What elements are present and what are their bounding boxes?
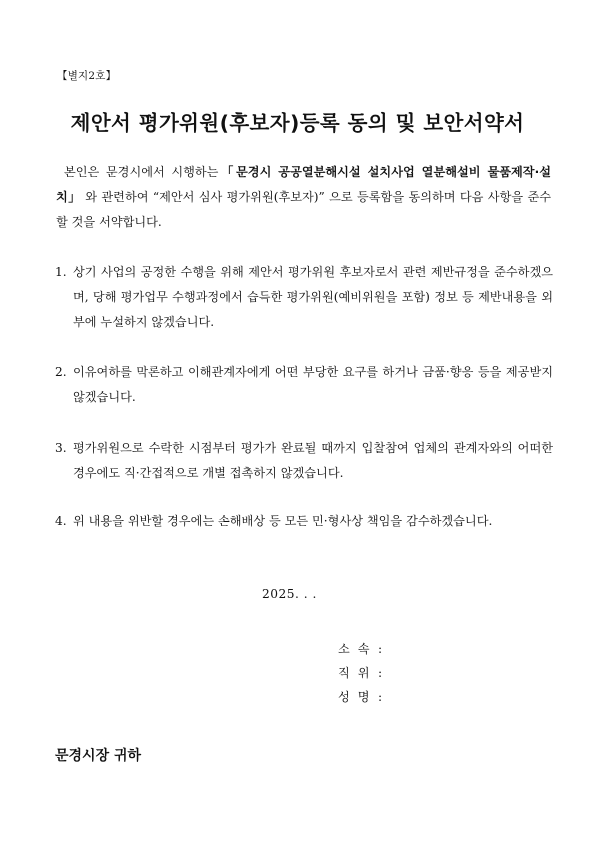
form-number: 【별지2호】 [57, 70, 117, 82]
clause-number: 4. [55, 514, 67, 528]
intro-prefix: 본인은 문경시에서 시행하는 [64, 165, 219, 179]
clause-item [55, 509, 553, 534]
intro-paragraph [56, 160, 551, 235]
clause-text: 이유여하를 막론하고 이해관계자에게 어떤 부당한 요구를 하거나 금품·향응 등을 제공받지 않겠습니다. [73, 365, 553, 404]
intro-suffix: 와 관련하여 “제안서 심사 평가위원(후보자)” 으로 등록함을 동의하며 다음 사항을 준수할 것을 서약합니다. [56, 190, 552, 229]
signing-date: 2025. . . [262, 587, 317, 601]
affiliation-colon: : [378, 642, 383, 656]
name-colon: : [378, 690, 383, 704]
position-label: 직위 [338, 666, 378, 680]
affiliation-label: 소속 [338, 642, 378, 656]
clause-number: 3. [55, 441, 67, 455]
clause-number: 1. [55, 265, 67, 279]
clause-item [55, 360, 553, 410]
clause-item [55, 436, 553, 486]
clause-item [55, 260, 553, 335]
position-row [338, 664, 382, 681]
clause-text: 상기 사업의 공정한 수행을 위해 제안서 평가위원 후보자로서 관련 제반규정을 준수하겠으며, 당해 평가업무 수행과정에서 습득한 평가위원(예비위원을 포함) 정보 등 제반내용을 외부에 누설하지 않겠습니다. [73, 265, 553, 329]
project-name: 「문경시 공공열분해시설 설치사업 열분해설비 물품제작·설치」 [56, 165, 551, 204]
clause-text: 위 내용을 위반할 경우에는 손해배상 등 모든 민·형사상 책임을 감수하겠습니다. [73, 514, 493, 528]
name-row [338, 688, 382, 705]
addressee: 문경시장 귀하 [55, 748, 142, 764]
clause-text: 평가위원으로 수락한 시점부터 평가가 완료될 때까지 입찰참여 업체의 관계자와의 어떠한 경우에도 직·간접적으로 개별 접촉하지 않겠습니다. [73, 441, 553, 480]
name-label: 성명 [338, 690, 378, 704]
document-title: 제안서 평가위원(후보자)등록 동의 및 보안서약서 [70, 111, 525, 135]
position-colon: : [378, 666, 383, 680]
clause-number: 2. [55, 365, 67, 379]
affiliation-row [338, 640, 382, 657]
